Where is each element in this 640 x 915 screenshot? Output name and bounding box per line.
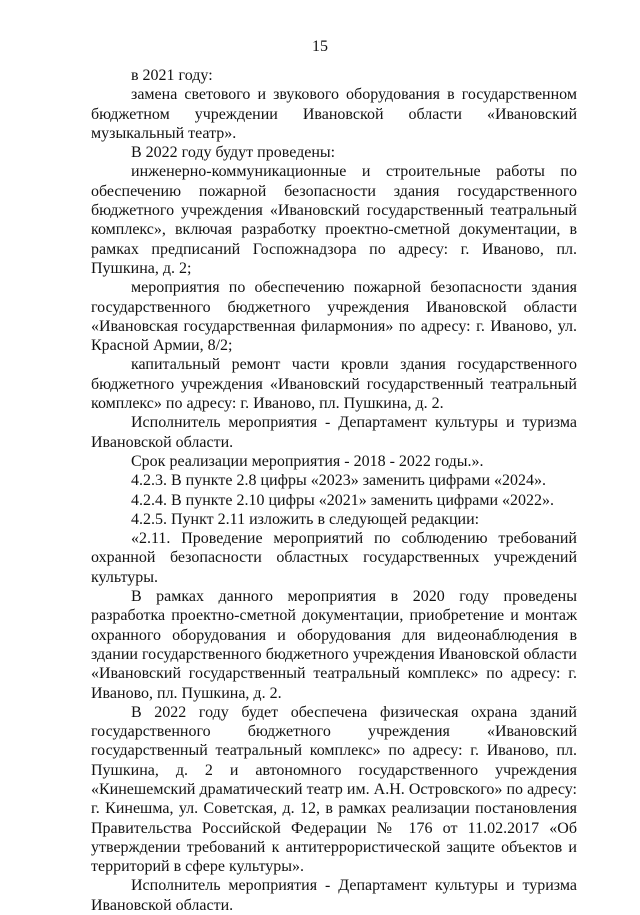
- paragraph-item-4-2-4: 4.2.4. В пункте 2.10 цифры «2021» заменить цифрами «2022».: [131, 491, 555, 509]
- paragraph-item-2-11: «2.11. Проведение мероприятий по соблюдению требований охранной безопасности областных государственных учреждений культуры.: [91, 530, 577, 586]
- paragraph-2020-works: В рамках данного мероприятия в 2020 году проведены разработка проектно-сметной документации, приобретение и монтаж охранного оборудования и оборудования для видеонаблюдения в здании государственного бюджетного учреждения Ивановской области «Ивановский государственный театральный комплекс» по адресу: г. Иваново, пл. Пушкина, д. 2.: [91, 588, 577, 702]
- paragraph-fire-safety-theatre: инженерно-коммуникационные и строительные работы по обеспечению пожарной безопасности здания государственного бюджетного учреждения «Ивановский государственный театральный комплекс», включая разработку проектно-сметной документации, в рамках предписаний Госпожнадзора по адресу: г. Иваново, пл. Пушкина, д. 2;: [91, 163, 577, 277]
- paragraph-executor: Исполнитель мероприятия - Департамент культуры и туризма Ивановской области.: [91, 414, 577, 451]
- paragraph-2022-security: В 2022 году будет обеспечена физическая охрана зданий государственного бюджетного учреждения «Ивановский государственный театральный комплекс» по адресу: г. Иваново, пл. Пушкина, д. 2 и автономного государственного учреждения «Кинешемский драматический театр им. А.Н. Островского» по адресу: г. Кинешма, ул. Советская, д. 12, в рамках реализации постановления Правительства Российской Федерации № 176 от 11.02.2017 «Об утверждении требований к антитеррористической защите объектов и территорий в сфере культуры».: [91, 703, 577, 876]
- page-number: 15: [312, 38, 328, 55]
- paragraph-year-2021: в 2021 году:: [131, 67, 213, 84]
- paragraph-roof-repair: капитальный ремонт части кровли здания государственного бюджетного учреждения «Ивановский государственный театральный комплекс» по адресу: г. Иваново, пл. Пушкина, д. 2.: [91, 356, 577, 413]
- document-body: [91, 66, 577, 915]
- paragraph-music-theatre: замена светового и звукового оборудования в государственном бюджетном учреждении Ивановской области «Ивановский музыкальный театр».: [91, 86, 577, 142]
- paragraph-executor-final: Исполнитель мероприятия - Департамент культуры и туризма Ивановской области.: [91, 877, 577, 914]
- paragraph-item-4-2-3: 4.2.3. В пункте 2.8 цифры «2023» заменить цифрами «2024».: [131, 472, 547, 490]
- paragraph-fire-safety-philharmonic: мероприятия по обеспечению пожарной безопасности здания государственного бюджетного учреждения Ивановской области «Ивановская государственная филармония» по адресу: г. Иваново, ул. Красной Армии, 8/2;: [91, 279, 577, 355]
- paragraph-item-4-2-5: 4.2.5. Пункт 2.11 изложить в следующей редакции:: [131, 510, 480, 528]
- paragraph-year-2022: В 2022 году будут проведены:: [131, 144, 336, 162]
- paragraph-deadline: Срок реализации мероприятия - 2018 - 2022 годы.».: [131, 452, 484, 470]
